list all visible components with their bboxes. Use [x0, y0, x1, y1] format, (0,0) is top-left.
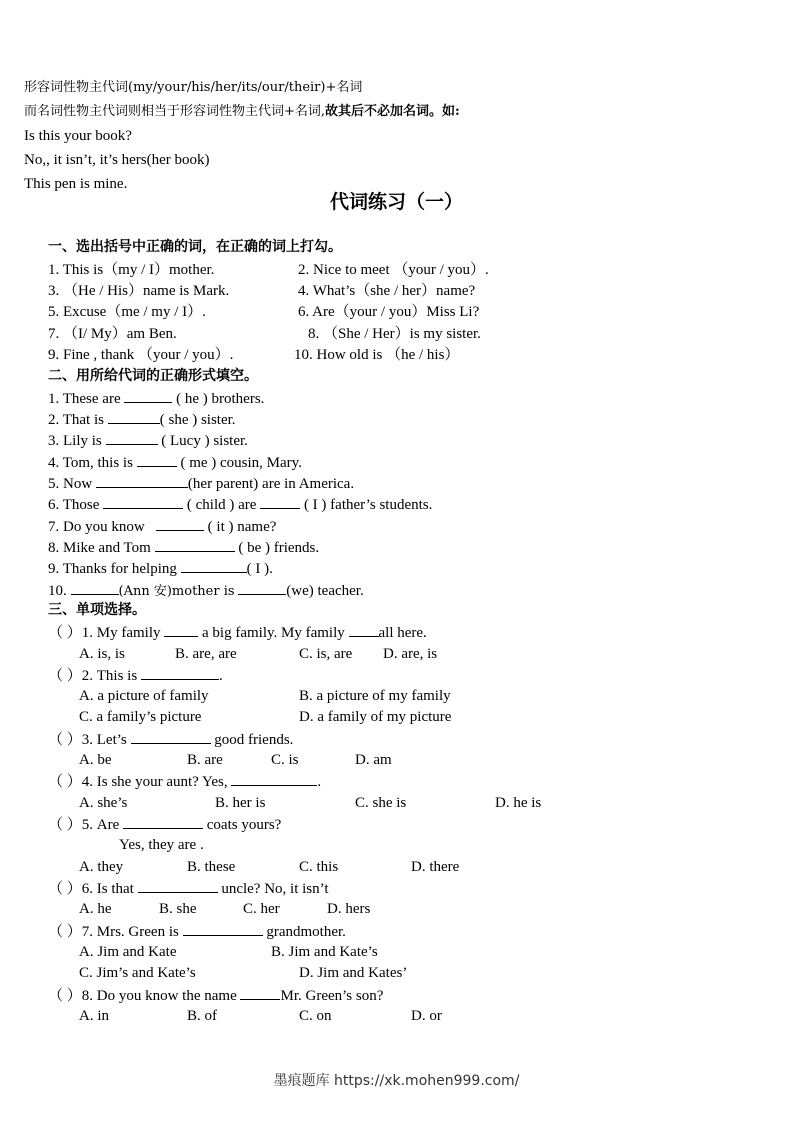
s2-item-4-text: 4. Tom, this is — [48, 455, 133, 471]
q2-option-b[interactable]: B. a picture of my family — [299, 688, 451, 704]
s1-item-3: 3. （He / His）name is Mark. — [48, 283, 230, 299]
q7-text: （ ）7. Mrs. Green is — [48, 924, 179, 940]
q1-option-b[interactable]: B. are, are — [175, 646, 237, 662]
answer-blank[interactable] — [164, 623, 198, 637]
s2-item-2 — [48, 410, 236, 429]
q2-option-d[interactable]: D. a family of my picture — [299, 709, 452, 725]
answer-blank[interactable] — [96, 474, 188, 488]
q6-text-2: uncle? No, it isn’t — [221, 881, 329, 897]
q6-option-d[interactable]: D. hers — [327, 901, 371, 917]
s2-item-3-text: 3. Lily is — [48, 433, 102, 449]
q8-text: （ ）8. Do you know the name — [48, 988, 237, 1004]
q3-option-a[interactable]: A. be — [79, 752, 112, 768]
q5-stem — [48, 815, 281, 834]
s1-item-8: 8. （She / Her）is my sister. — [308, 326, 481, 342]
answer-blank[interactable] — [123, 815, 203, 829]
q6-stem — [48, 879, 329, 898]
s2-item-9-hint: ( I ). — [246, 561, 273, 577]
intro-line-4: No,, it isn’t, it’s hers(her book) — [24, 152, 210, 168]
answer-blank[interactable] — [260, 495, 300, 509]
s1-item-4: 4. What’s（she / her）name? — [298, 283, 476, 299]
q3-stem — [48, 730, 293, 749]
q6-option-a[interactable]: A. he — [79, 901, 112, 917]
s2-item-9-text: 9. Thanks for helping — [48, 561, 177, 577]
page-title: 代词练习（一） — [329, 191, 463, 213]
q7-option-b[interactable]: B. Jim and Kate’s — [271, 944, 378, 960]
q5-text-2: coats yours? — [206, 817, 282, 833]
s2-item-1-hint: ( he ) brothers. — [172, 391, 265, 407]
s2-item-7 — [48, 517, 276, 536]
answer-blank[interactable] — [240, 986, 280, 1000]
s1-item-9: 9. Fine , thank （your / you）. — [48, 347, 234, 363]
q2-option-c[interactable]: C. a family’s picture — [79, 709, 202, 725]
s2-item-7-hint: ( it ) name? — [203, 519, 277, 535]
answer-blank[interactable] — [231, 772, 317, 786]
q7-option-a[interactable]: A. Jim and Kate — [79, 944, 177, 960]
q2-text: （ ）2. This is — [48, 668, 138, 684]
answer-blank[interactable] — [156, 517, 204, 531]
s2-item-8 — [48, 538, 319, 557]
intro-line-1: 形容词性物主代词(my/your/his/her/its/our/their)+名词 — [24, 80, 363, 95]
answer-blank[interactable] — [137, 453, 177, 467]
q1-option-d[interactable]: D. are, is — [383, 646, 438, 662]
q1-text: （ ）1. My family — [48, 625, 161, 641]
q4-option-d[interactable]: D. he is — [495, 795, 542, 811]
q7-option-c[interactable]: C. Jim’s and Kate’s — [79, 965, 196, 981]
s2-item-6 — [48, 495, 432, 514]
answer-blank[interactable] — [349, 623, 379, 637]
s2-item-1 — [48, 389, 264, 408]
q8-option-d[interactable]: D. or — [411, 1008, 442, 1024]
answer-blank[interactable] — [138, 879, 218, 893]
q3-option-b[interactable]: B. are — [187, 752, 223, 768]
answer-blank[interactable] — [106, 431, 158, 445]
intro-line-2 — [24, 103, 460, 121]
s2-item-3 — [48, 431, 248, 450]
section-3-heading: 三、单项选择。 — [48, 602, 146, 618]
s2-item-10-hint: (Ann 安)mother is — [118, 584, 235, 599]
q7-stem — [48, 922, 346, 941]
q2-text-2: . — [218, 668, 223, 684]
s2-item-1-text: 1. These are — [48, 391, 121, 407]
s2-item-2-text: 2. That is — [48, 412, 104, 428]
q8-option-c[interactable]: C. on — [299, 1008, 332, 1024]
q1-option-a[interactable]: A. is, is — [79, 646, 125, 662]
s2-item-5 — [48, 474, 354, 493]
answer-blank[interactable] — [71, 581, 119, 595]
s2-item-4 — [48, 453, 302, 472]
s2-item-6-hint: ( child ) are — [183, 497, 257, 513]
s2-item-5-text: 5. Now — [48, 476, 93, 492]
q1-text-2: a big family. My family — [202, 625, 345, 641]
footer-watermark[interactable]: 墨痕题库 https://xk.mohen999.com/ — [273, 1073, 520, 1089]
q3-option-d[interactable]: D. am — [355, 752, 392, 768]
q8-text-2: Mr. Green’s son? — [280, 988, 384, 1004]
answer-blank[interactable] — [103, 495, 183, 509]
answer-blank[interactable] — [181, 559, 247, 573]
s2-item-2-hint: ( she ) sister. — [159, 412, 236, 428]
s1-item-7: 7. （I/ My）am Ben. — [48, 326, 177, 342]
answer-blank[interactable] — [155, 538, 235, 552]
answer-blank[interactable] — [238, 581, 286, 595]
intro-line-2-a: 而名词性物主代词则相当于形容词性物主代词+名词, — [24, 104, 326, 119]
q6-text: （ ）6. Is that — [48, 881, 134, 897]
q5-answer-line: Yes, they are . — [119, 837, 204, 853]
answer-blank[interactable] — [108, 410, 160, 424]
intro-line-2-b: 故其后不必加名词。如: — [325, 104, 460, 119]
q2-option-a[interactable]: A. a picture of family — [79, 688, 209, 704]
q8-option-b[interactable]: B. of — [187, 1008, 217, 1024]
answer-blank[interactable] — [131, 730, 211, 744]
s2-item-10 — [48, 581, 364, 601]
answer-blank[interactable] — [124, 389, 172, 403]
q1-stem — [48, 623, 427, 642]
s2-item-4-hint: ( me ) cousin, Mary. — [176, 455, 302, 471]
answer-blank[interactable] — [141, 666, 219, 680]
q4-text-2: . — [317, 774, 322, 790]
q3-text: （ ）3. Let’s — [48, 732, 127, 748]
answer-blank[interactable] — [183, 922, 263, 936]
q3-text-2: good friends. — [214, 732, 294, 748]
s1-item-1: 1. This is（my / I）mother. — [48, 262, 215, 278]
section-2-heading: 二、用所给代词的正确形式填空。 — [48, 368, 258, 384]
s1-item-6: 6. Are（your / you）Miss Li? — [298, 304, 480, 320]
s2-item-8-hint: ( be ) friends. — [234, 540, 320, 556]
s2-item-7-text: 7. Do you know — [48, 519, 145, 535]
q1-option-c[interactable]: C. is, are — [299, 646, 353, 662]
q2-stem — [48, 666, 223, 685]
s1-item-2: 2. Nice to meet （your / you）. — [298, 262, 489, 278]
s1-item-5: 5. Excuse（me / my / I）. — [48, 304, 206, 320]
q5-option-c[interactable]: C. this — [299, 859, 339, 875]
q5-text: （ ）5. Are — [48, 817, 120, 833]
s2-item-10-hint-2: (we) teacher. — [286, 583, 364, 599]
s1-item-10: 10. How old is （he / his） — [294, 347, 460, 363]
s2-item-6-hint-2: ( I ) father’s students. — [300, 497, 433, 513]
q1-text-3: all here. — [378, 625, 427, 641]
q6-option-c[interactable]: C. her — [243, 901, 280, 917]
q4-option-c[interactable]: C. she is — [355, 795, 407, 811]
q7-option-d[interactable]: D. Jim and Kates’ — [299, 965, 408, 981]
q4-text: （ ）4. Is she your aunt? Yes, — [48, 774, 228, 790]
q4-option-b[interactable]: B. her is — [215, 795, 266, 811]
q5-option-a[interactable]: A. they — [79, 859, 124, 875]
s2-item-9 — [48, 559, 273, 578]
s2-item-8-text: 8. Mike and Tom — [48, 540, 151, 556]
q8-stem — [48, 986, 383, 1005]
q8-option-a[interactable]: A. in — [79, 1008, 109, 1024]
s2-item-6-text: 6. Those — [48, 497, 100, 513]
q4-option-a[interactable]: A. she’s — [79, 795, 128, 811]
s2-item-3-hint: ( Lucy ) sister. — [157, 433, 248, 449]
q7-text-2: grandmother. — [266, 924, 346, 940]
q5-option-b[interactable]: B. these — [187, 859, 236, 875]
section-1-heading: 一、选出括号中正确的词，在正确的词上打勾。 — [48, 239, 342, 255]
intro-line-5: This pen is mine. — [24, 176, 128, 192]
q5-option-d[interactable]: D. there — [411, 859, 460, 875]
q4-stem — [48, 772, 321, 791]
s2-item-5-hint: (her parent) are in America. — [187, 476, 355, 492]
q3-option-c[interactable]: C. is — [271, 752, 299, 768]
s2-item-10-text: 10. — [48, 583, 67, 599]
intro-line-3: Is this your book? — [24, 128, 132, 144]
q6-option-b[interactable]: B. she — [159, 901, 197, 917]
